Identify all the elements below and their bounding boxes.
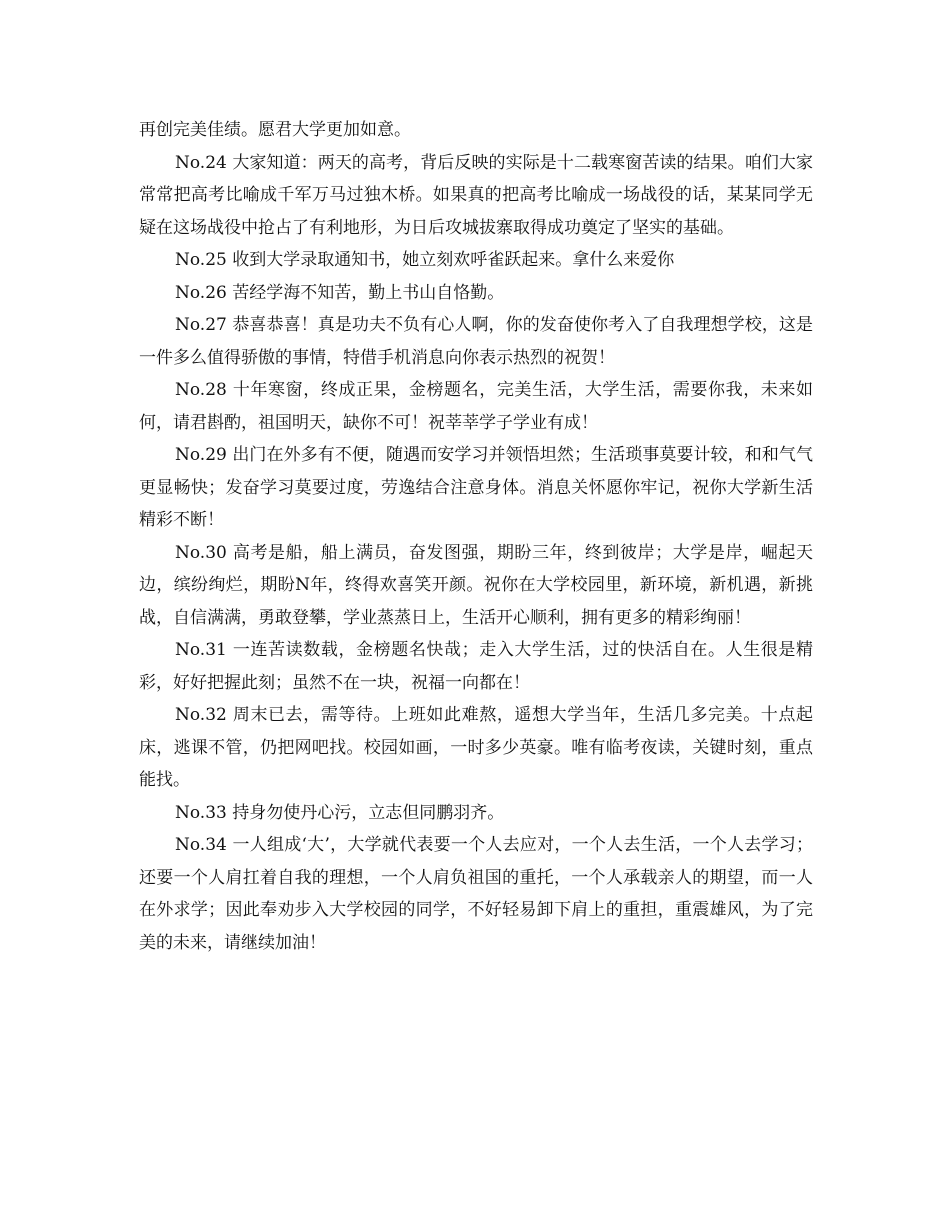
paragraph-no25: No.25 收到大学录取通知书，她立刻欢呼雀跃起来。拿什么来爱你 xyxy=(175,250,675,270)
paragraph-no24: No.24 大家知道：两天的高考，背后反映的实际是十二载寒窗苦读的结果。咱们大家常常把高考比喻成千军万马过独木桥。如果真的把高考比喻成一场战役的话，某某同学无疑在这场战役中抢占了有利地形，为日后攻城拔寨取得成功奠定了坚实的基础。 xyxy=(139,152,813,238)
paragraph-no27: No.27 恭喜恭喜！真是功夫不负有心人啊，你的发奋使你考入了自我理想学校，这是一件多么值得骄傲的事情，特借手机消息向你表示热烈的祝贺！ xyxy=(139,315,813,368)
paragraph-no26: No.26 苦经学海不知苦，勤上书山自恪勤。 xyxy=(175,282,505,303)
paragraph-no33: No.33 持身勿使丹心污，立志但同鹏羽齐。 xyxy=(175,802,505,823)
document-body xyxy=(139,114,813,959)
paragraph-no30: No.30 高考是船，船上满员，奋发图强，期盼三年，终到彼岸；大学是岸，崛起天边，缤纷绚烂，期盼N年，终得欢喜笑开颜。祝你在大学校园里，新环境，新机遇，新挑战，自信满满，勇敢登攀，学业蒸蒸日上，生活开心顺利，拥有更多的精彩绚丽！ xyxy=(139,542,813,628)
paragraph-no32: No.32 周末已去，需等待。上班如此难熬，遥想大学当年，生活几多完美。十点起床，逃课不管，仍把网吧找。校园如画，一时多少英豪。唯有临考夜读，关键时刻，重点能找。 xyxy=(139,705,813,790)
paragraph-continuation: 再创完美佳绩。愿君大学更加如意。 xyxy=(139,120,411,140)
paragraph-no29: No.29 出门在外多有不便，随遇而安学习并领悟坦然；生活琐事莫要计较，和和气气更显畅快；发奋学习莫要过度，劳逸结合注意身体。消息关怀愿你牢记，祝你大学新生活精彩不断！ xyxy=(139,445,813,530)
paragraph-no34: No.34 一人组成‘大’，大学就代表要一个人去应对，一个人去生活，一个人去学习；还要一个人肩扛着自我的理想，一个人肩负祖国的重托，一个人承载亲人的期望，而一人在外求学；因此奉劝步入大学校园的同学，不好轻易卸下肩上的重担，重震雄风，为了完美的未来，请继续加油！ xyxy=(139,835,813,953)
paragraph-no31: No.31 一连苦读数载，金榜题名快哉；走入大学生活，过的快活自在。人生很是精彩，好好把握此刻；虽然不在一块，祝福一向都在！ xyxy=(139,640,813,693)
paragraph-no28: No.28 十年寒窗，终成正果，金榜题名，完美生活，大学生活，需要你我，未来如何，请君斟酌，祖国明天，缺你不可！祝莘莘学子学业有成！ xyxy=(139,380,813,433)
